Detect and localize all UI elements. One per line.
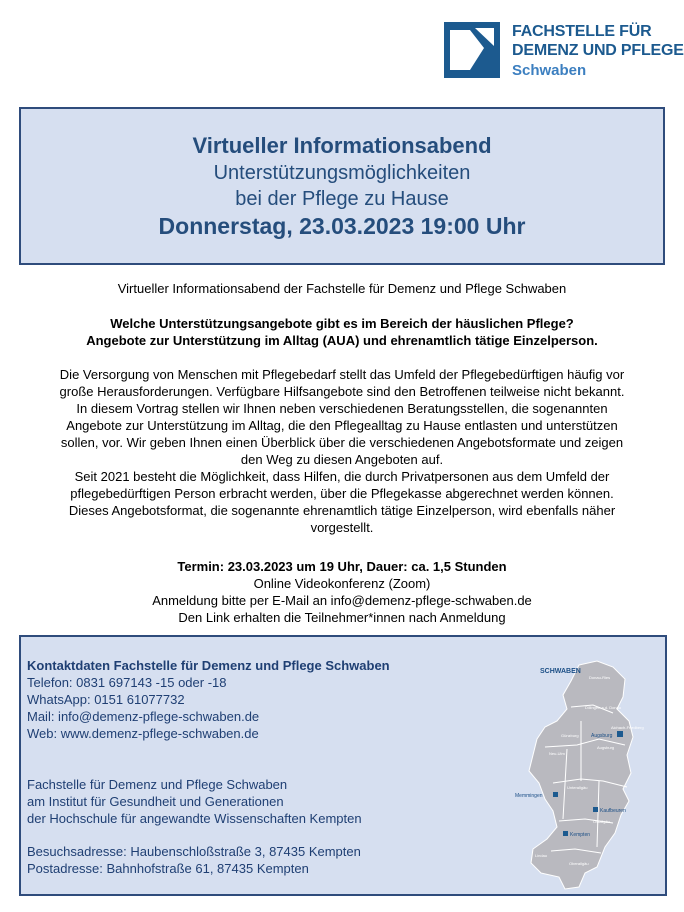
body-line: Seit 2021 besteht die Möglichkeit, dass Hilfen, die durch Privatpersonen aus dem Umfeld der (74, 469, 610, 484)
event-registration: Anmeldung bitte per E-Mail an info@demenz-pflege-schwaben.de (152, 593, 532, 608)
event-details (0, 558, 684, 626)
city-marker-memmingen (553, 792, 558, 797)
body-text (30, 366, 654, 536)
city-marker-augsburg (617, 731, 623, 737)
question-2: Angebote zur Unterstützung im Alltag (AUA) und ehrenamtlich tätige Einzelperson. (86, 333, 598, 348)
map-region-label: SCHWABEN (540, 668, 581, 675)
event-date-time: Termin: 23.03.2023 um 19 Uhr, Dauer: ca. 1,5 Stunden (177, 559, 507, 574)
body-line: pflegebedürftigen Person erbracht werden, über die Pflegekasse abgerechnet werden können. (70, 486, 614, 501)
org-line-3: der Hochschule für angewandte Wissenschaften Kempten (27, 811, 362, 826)
banner-subtitle-1: Unterstützungsmöglichkeiten (213, 162, 471, 184)
district-label: Lindau (535, 853, 548, 858)
event-link-note: Den Link erhalten die Teilnehmer*innen nach Anmeldung (178, 610, 506, 625)
questions (0, 315, 684, 349)
district-label: Günzburg (561, 733, 579, 738)
question-1: Welche Unterstützungsangebote gibt es im Bereich der häuslichen Pflege? (110, 316, 574, 331)
logo-line-2: DEMENZ UND PFLEGE (512, 42, 684, 59)
schwaben-map (501, 651, 666, 891)
district-label: Oberallgäu (569, 861, 589, 866)
district-label: Ostallgäu (593, 819, 610, 824)
contact-phone: Telefon: 0831 697143 -15 oder -18 (27, 675, 227, 690)
city-marker-kaufbeuren (593, 807, 598, 812)
title-banner (19, 107, 665, 265)
district-label: Dillingen a.d. Donau (585, 705, 622, 710)
body-line: Die Versorgung von Menschen mit Pflegebedarf stellt das Umfeld der Pflegebedürftigen häufig vor (59, 367, 625, 382)
visit-address: Besuchsadresse: Haubenschloßstraße 3, 87435 Kempten (27, 844, 361, 859)
banner-title: Virtueller Informationsabend (192, 133, 492, 158)
city-label: Kaufbeuren (600, 808, 626, 814)
city-label: Augsburg (591, 733, 613, 739)
body-line: Angebote zur Unterstützung im Alltag, die den Pflegealltag zu Hause entlasten und unterstützen (66, 418, 618, 433)
body-line: Dieses Angebotsformat, die sogenannte ehrenamtlich tätige Einzelperson, wird ebenfalls näher (68, 503, 616, 518)
event-format: Online Videokonferenz (Zoom) (253, 576, 431, 591)
org-line-1: Fachstelle für Demenz und Pflege Schwaben (27, 777, 288, 792)
city-label: Memmingen (515, 793, 543, 799)
org-line-2: am Institut für Gesundheit und Generationen (27, 794, 284, 809)
district-label: Unterallgäu (567, 785, 588, 790)
contact-box (19, 635, 667, 896)
body-line: große Herausforderungen. Verfügbare Hilfsangebote sind den Betroffenen teilweise nicht bekannt. (59, 384, 625, 399)
logo-mark-icon (444, 22, 500, 78)
district-label: Augsburg (597, 745, 615, 750)
district-label: Aichach-Friedberg (611, 725, 644, 730)
logo-line-3: Schwaben (512, 62, 587, 79)
logo-line-1: FACHSTELLE FÜR (512, 23, 652, 40)
contact-mail[interactable]: Mail: info@demenz-pflege-schwaben.de (27, 709, 260, 724)
district-label: Donau-Ries (589, 675, 611, 680)
body-line: den Weg zu diesen Angeboten auf. (240, 452, 444, 467)
contact-web[interactable]: Web: www.demenz-pflege-schwaben.de (27, 726, 259, 741)
logo (444, 22, 684, 84)
banner-date: Donnerstag, 23.03.2023 19:00 Uhr (158, 213, 526, 239)
contact-heading: Kontaktdaten Fachstelle für Demenz und Pflege Schwaben (27, 658, 390, 673)
city-label: Kempten (570, 832, 591, 838)
postal-address: Postadresse: Bahnhofstraße 61, 87435 Kempten (27, 861, 309, 876)
body-line: In diesem Vortrag stellen wir Ihnen neben verschiedenen Beratungsstellen, die sogenannten (76, 401, 608, 416)
map-graphic (501, 651, 666, 891)
body-line: vorgestellt. (310, 520, 374, 535)
intro-text: Virtueller Informationsabend der Fachstelle für Demenz und Pflege Schwaben (117, 281, 567, 296)
body-line: sollen, vor. Wir geben Ihnen einen Überblick über die verschiedenen Angebotsformate und zeigen (60, 435, 624, 450)
district-label: Neu-Ulm (549, 751, 565, 756)
contact-whatsapp: WhatsApp: 0151 61077732 (27, 692, 185, 707)
banner-subtitle-2: bei der Pflege zu Hause (235, 188, 449, 210)
city-marker-kempten (563, 831, 568, 836)
